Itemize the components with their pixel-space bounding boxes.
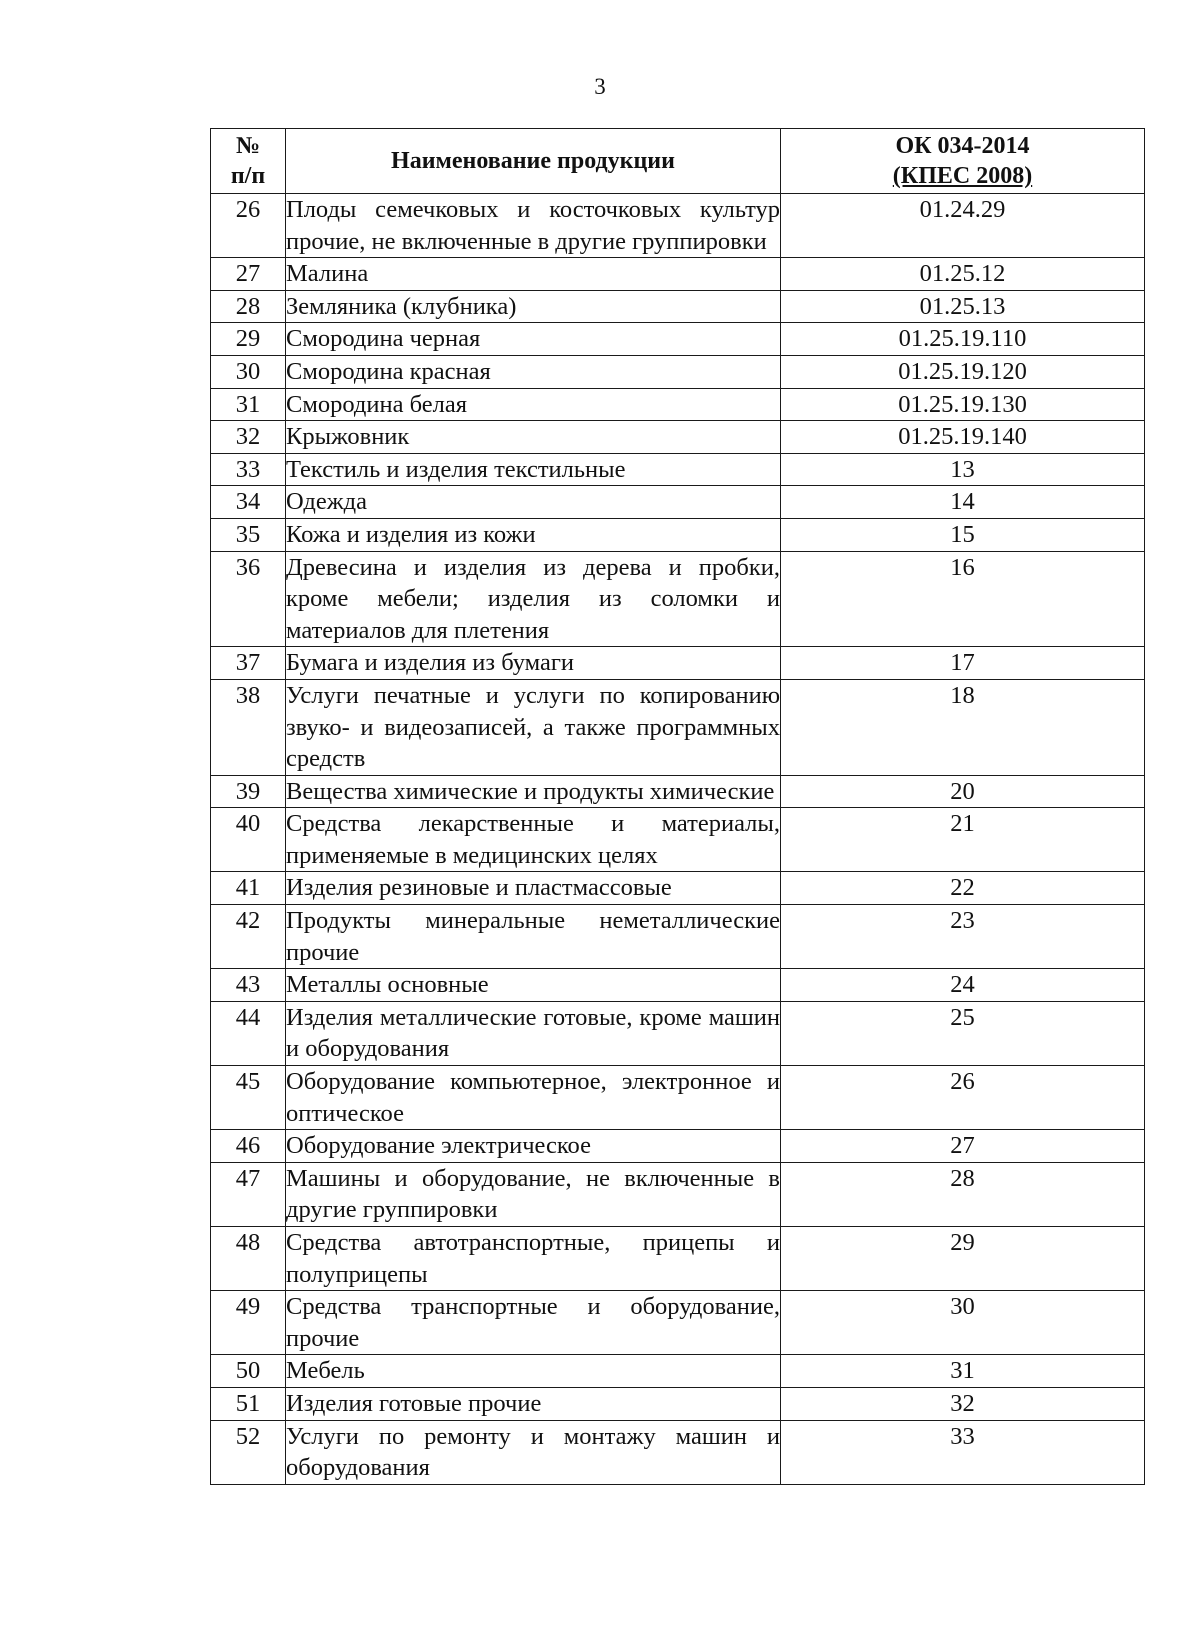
row-number: 42 xyxy=(211,905,286,969)
row-number: 52 xyxy=(211,1420,286,1484)
row-product-name: Средства транспортные и оборудование, прочие xyxy=(286,1291,781,1355)
row-classifier-code: 01.24.29 xyxy=(781,194,1145,258)
row-product-name: Оборудование электрическое xyxy=(286,1130,781,1163)
page-number: 3 xyxy=(594,74,606,99)
table-row xyxy=(211,969,1145,1002)
row-product-name: Кожа и изделия из кожи xyxy=(286,518,781,551)
row-number: 47 xyxy=(211,1162,286,1226)
row-number: 31 xyxy=(211,388,286,421)
row-number: 27 xyxy=(211,258,286,291)
table-row xyxy=(211,808,1145,872)
row-classifier-code: 28 xyxy=(781,1162,1145,1226)
header-code-kpes: (КПЕС 2008) xyxy=(892,163,1033,189)
row-product-name: Услуги печатные и услуги по копированию звуко- и видеозаписей, а также программных средств xyxy=(286,679,781,775)
table-row xyxy=(211,323,1145,356)
table-row xyxy=(211,518,1145,551)
row-product-name: Средства автотранспортные, прицепы и полуприцепы xyxy=(286,1227,781,1291)
row-number: 51 xyxy=(211,1387,286,1420)
header-product-name: Наименование продукции xyxy=(286,129,781,194)
row-number: 37 xyxy=(211,647,286,680)
row-number: 36 xyxy=(211,551,286,647)
table-row xyxy=(211,486,1145,519)
header-code-standard: ОК 034-2014 xyxy=(895,133,1030,159)
row-number: 49 xyxy=(211,1291,286,1355)
header-number-abbr: п/п xyxy=(230,163,266,189)
row-product-name: Вещества химические и продукты химические xyxy=(286,775,781,808)
row-number: 30 xyxy=(211,355,286,388)
row-number: 33 xyxy=(211,453,286,486)
table-row xyxy=(211,453,1145,486)
table-row xyxy=(211,290,1145,323)
table-row xyxy=(211,388,1145,421)
row-number: 35 xyxy=(211,518,286,551)
row-product-name: Земляника (клубника) xyxy=(286,290,781,323)
table-header-row xyxy=(211,129,1145,194)
row-number: 39 xyxy=(211,775,286,808)
row-classifier-code: 22 xyxy=(781,872,1145,905)
row-classifier-code: 01.25.12 xyxy=(781,258,1145,291)
table-row xyxy=(211,1227,1145,1291)
table-row xyxy=(211,1291,1145,1355)
header-classifier-code xyxy=(781,129,1145,194)
row-product-name: Смородина белая xyxy=(286,388,781,421)
row-classifier-code: 30 xyxy=(781,1291,1145,1355)
row-classifier-code: 25 xyxy=(781,1001,1145,1065)
row-classifier-code: 01.25.19.140 xyxy=(781,421,1145,454)
row-product-name: Машины и оборудование, не включенные в другие группировки xyxy=(286,1162,781,1226)
row-product-name: Изделия металлические готовые, кроме машин и оборудования xyxy=(286,1001,781,1065)
table-row xyxy=(211,872,1145,905)
row-number: 41 xyxy=(211,872,286,905)
row-classifier-code: 01.25.13 xyxy=(781,290,1145,323)
row-product-name: Смородина красная xyxy=(286,355,781,388)
row-number: 46 xyxy=(211,1130,286,1163)
table-row xyxy=(211,421,1145,454)
row-product-name: Плоды семечковых и косточковых культур прочие, не включенные в другие группировки xyxy=(286,194,781,258)
table-row xyxy=(211,647,1145,680)
row-classifier-code: 13 xyxy=(781,453,1145,486)
row-classifier-code: 24 xyxy=(781,969,1145,1002)
row-classifier-code: 27 xyxy=(781,1130,1145,1163)
row-number: 43 xyxy=(211,969,286,1002)
row-product-name: Продукты минеральные неметаллические прочие xyxy=(286,905,781,969)
table-row xyxy=(211,551,1145,647)
table-row xyxy=(211,1355,1145,1388)
row-product-name: Древесина и изделия из дерева и пробки, кроме мебели; изделия из соломки и материалов для плетения xyxy=(286,551,781,647)
row-product-name: Изделия готовые прочие xyxy=(286,1387,781,1420)
row-product-name: Одежда xyxy=(286,486,781,519)
row-number: 48 xyxy=(211,1227,286,1291)
table-row xyxy=(211,905,1145,969)
table-row xyxy=(211,194,1145,258)
table-row xyxy=(211,1066,1145,1130)
table-row xyxy=(211,1387,1145,1420)
row-number: 44 xyxy=(211,1001,286,1065)
row-product-name: Мебель xyxy=(286,1355,781,1388)
table-row xyxy=(211,1162,1145,1226)
row-product-name: Металлы основные xyxy=(286,969,781,1002)
row-number: 50 xyxy=(211,1355,286,1388)
products-table xyxy=(210,128,1145,1485)
row-classifier-code: 21 xyxy=(781,808,1145,872)
row-classifier-code: 31 xyxy=(781,1355,1145,1388)
row-number: 26 xyxy=(211,194,286,258)
row-product-name: Оборудование компьютерное, электронное и оптическое xyxy=(286,1066,781,1130)
row-product-name: Смородина черная xyxy=(286,323,781,356)
table-row xyxy=(211,258,1145,291)
row-number: 29 xyxy=(211,323,286,356)
row-classifier-code: 26 xyxy=(781,1066,1145,1130)
table-row xyxy=(211,775,1145,808)
row-classifier-code: 14 xyxy=(781,486,1145,519)
header-number-symbol: № xyxy=(235,133,261,159)
row-classifier-code: 23 xyxy=(781,905,1145,969)
row-number: 45 xyxy=(211,1066,286,1130)
row-classifier-code: 17 xyxy=(781,647,1145,680)
row-classifier-code: 16 xyxy=(781,551,1145,647)
table-row xyxy=(211,1130,1145,1163)
row-product-name: Бумага и изделия из бумаги xyxy=(286,647,781,680)
row-number: 28 xyxy=(211,290,286,323)
table-row xyxy=(211,355,1145,388)
table-row xyxy=(211,1001,1145,1065)
row-classifier-code: 01.25.19.120 xyxy=(781,355,1145,388)
table-row xyxy=(211,1420,1145,1484)
row-classifier-code: 33 xyxy=(781,1420,1145,1484)
row-classifier-code: 15 xyxy=(781,518,1145,551)
row-classifier-code: 01.25.19.130 xyxy=(781,388,1145,421)
row-number: 34 xyxy=(211,486,286,519)
row-classifier-code: 20 xyxy=(781,775,1145,808)
row-product-name: Крыжовник xyxy=(286,421,781,454)
row-product-name: Текстиль и изделия текстильные xyxy=(286,453,781,486)
row-classifier-code: 32 xyxy=(781,1387,1145,1420)
row-number: 40 xyxy=(211,808,286,872)
row-product-name: Услуги по ремонту и монтажу машин и оборудования xyxy=(286,1420,781,1484)
row-classifier-code: 18 xyxy=(781,679,1145,775)
table-row xyxy=(211,679,1145,775)
row-number: 38 xyxy=(211,679,286,775)
row-classifier-code: 01.25.19.110 xyxy=(781,323,1145,356)
row-product-name: Изделия резиновые и пластмассовые xyxy=(286,872,781,905)
header-number xyxy=(211,129,286,194)
row-product-name: Средства лекарственные и материалы, применяемые в медицинских целях xyxy=(286,808,781,872)
row-number: 32 xyxy=(211,421,286,454)
row-product-name: Малина xyxy=(286,258,781,291)
table-body xyxy=(211,194,1145,1485)
row-classifier-code: 29 xyxy=(781,1227,1145,1291)
